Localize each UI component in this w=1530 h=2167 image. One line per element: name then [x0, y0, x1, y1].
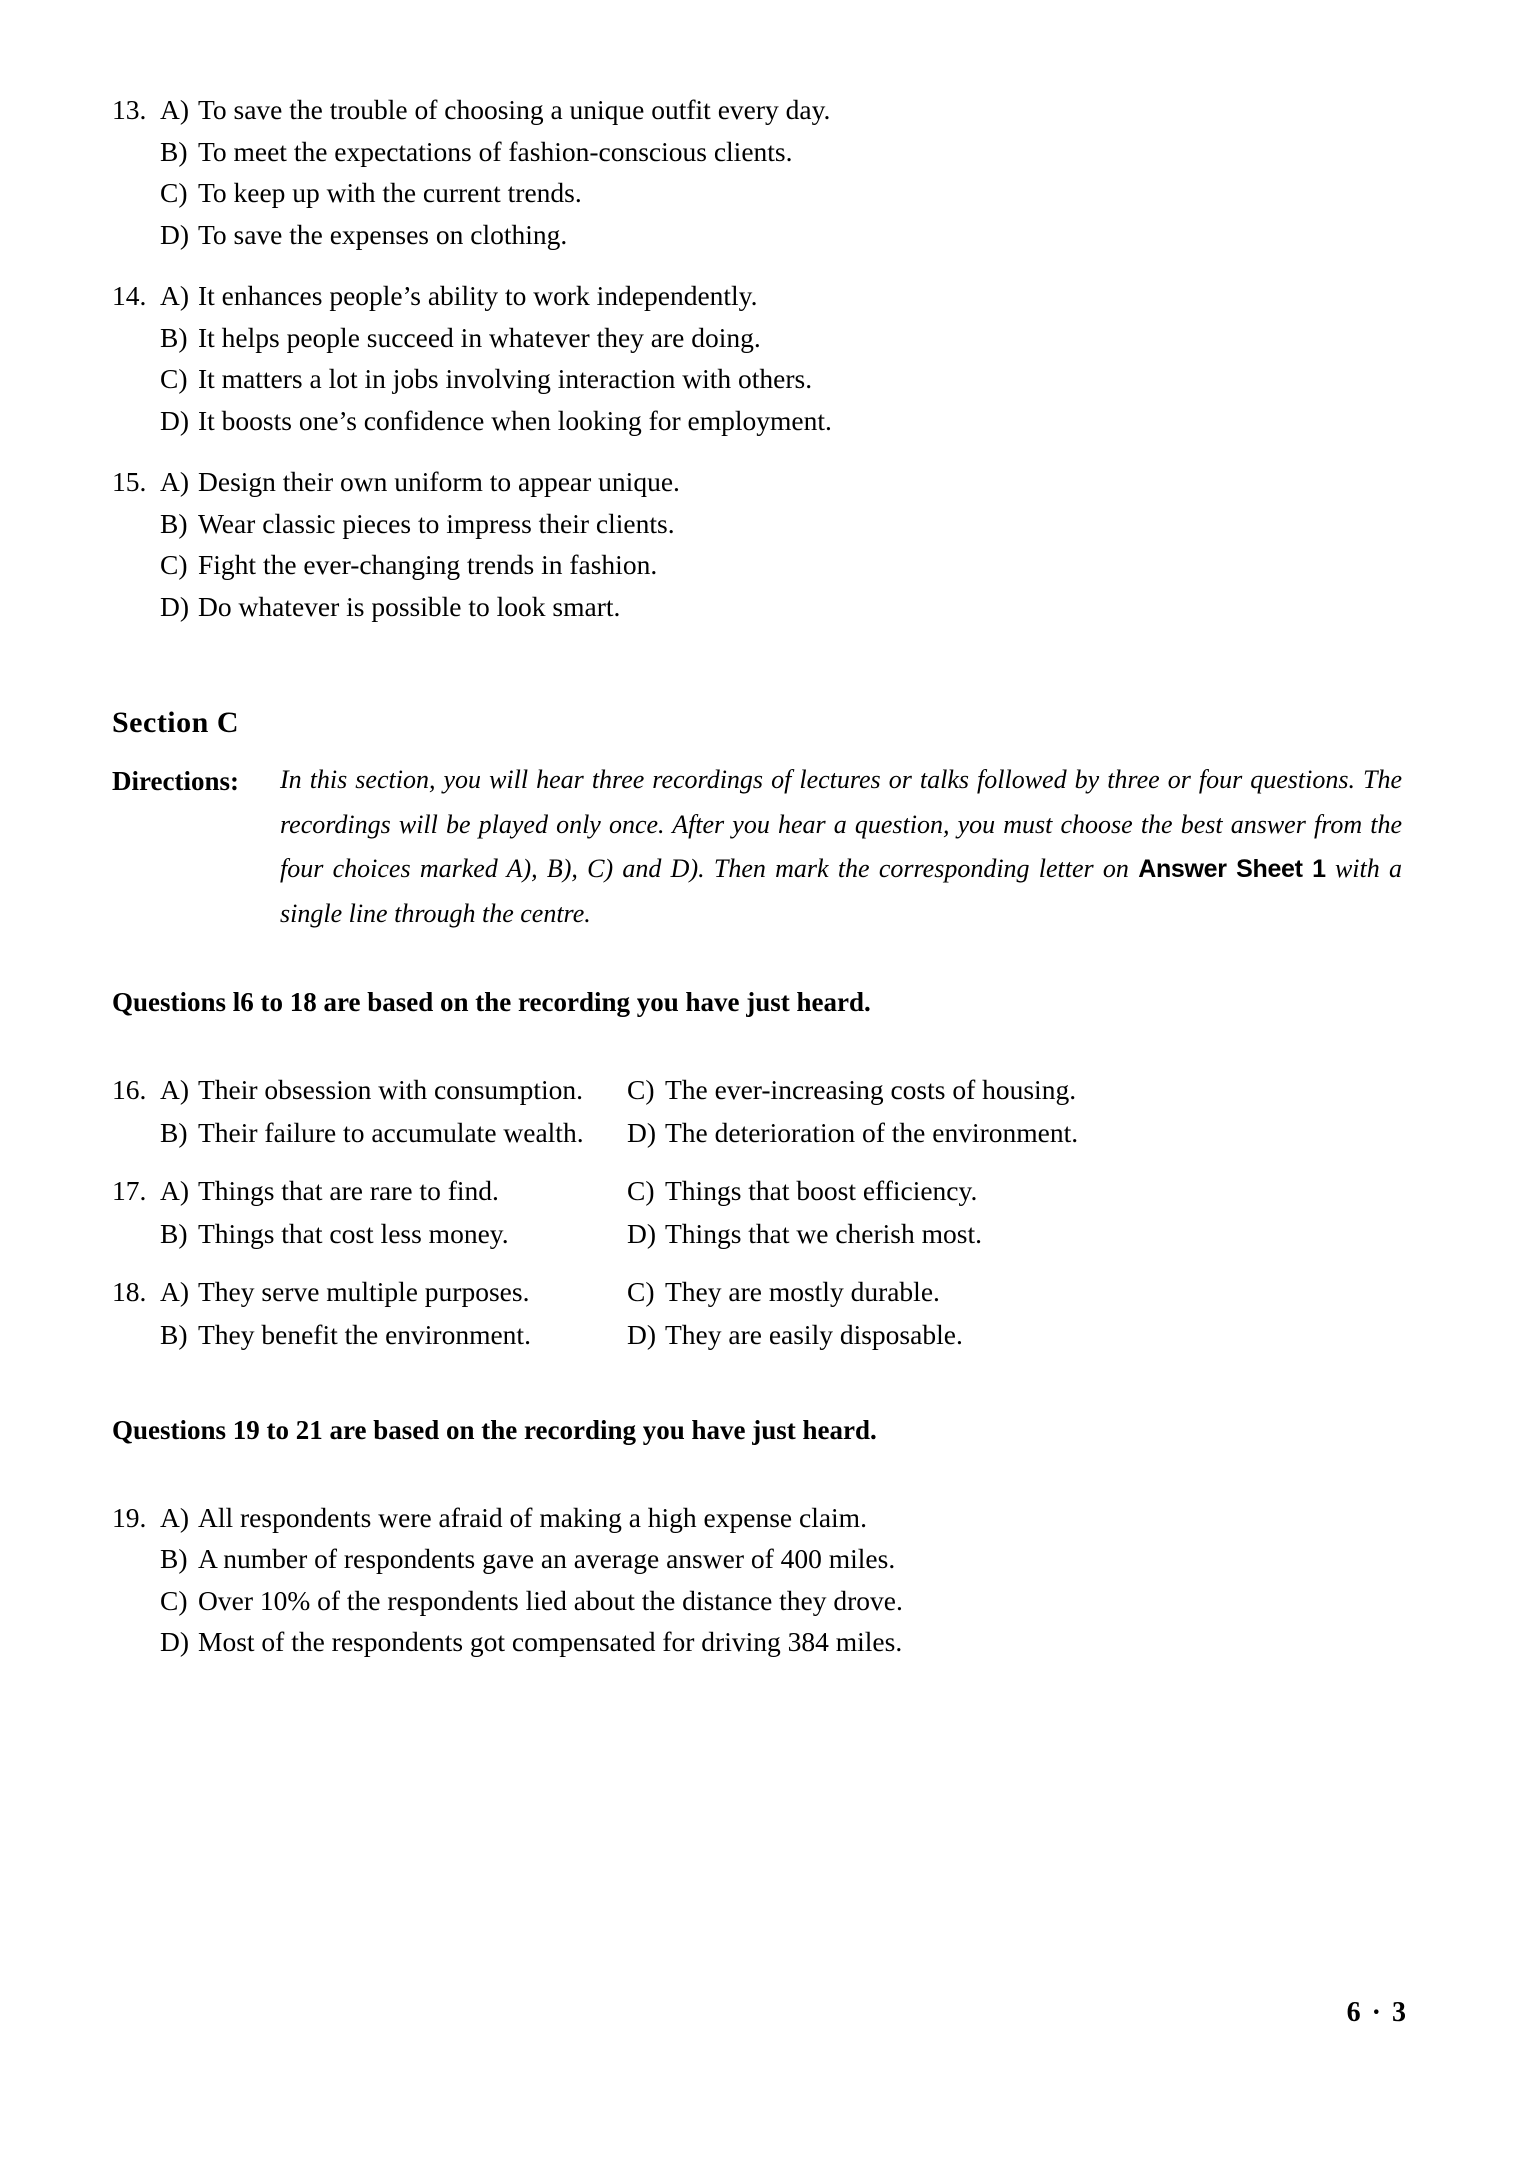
choice-letter: C): [160, 363, 188, 394]
choice-letter: B): [160, 1218, 188, 1250]
choice-right: [627, 1174, 1402, 1206]
choice-text: They are easily disposable.: [665, 1319, 963, 1351]
choice-letter: C): [627, 1275, 655, 1307]
choice-letter: A): [160, 1275, 190, 1307]
choice-letter: D): [160, 218, 190, 250]
choice-left: [112, 1119, 627, 1147]
choice-left: [112, 1275, 627, 1307]
spacer: [112, 654, 1402, 706]
choice-row: [112, 365, 1402, 393]
question-block-19: [112, 1501, 1402, 1658]
choice-row: [112, 551, 1402, 579]
choice-text: Things that we cherish most.: [665, 1218, 982, 1250]
choice-right: [627, 1119, 1402, 1147]
choice-text: To meet the expectations of fashion-conscious clients.: [198, 135, 793, 167]
choice-letter: C): [627, 1073, 655, 1105]
directions-text-part2: with a single line through the centre.: [280, 854, 1402, 929]
choice-row: [112, 1545, 1402, 1573]
choice-letter: A): [160, 1501, 190, 1533]
choice-letter: B): [160, 1543, 188, 1575]
choice-row: [112, 468, 1402, 496]
question-number: 13.: [112, 94, 147, 125]
questions-16-18-heading: Questions l6 to 18 are based on the recording you have just heard.: [112, 986, 871, 1017]
choice-text: Their obsession with consumption.: [198, 1073, 583, 1105]
spacer: [112, 937, 1402, 987]
spacer: [112, 1468, 1402, 1504]
choice-text: Things that boost efficiency.: [665, 1174, 978, 1206]
choice-row: [112, 507, 1402, 539]
choice-right: [627, 1275, 1402, 1307]
choice-letter: D): [627, 1319, 657, 1351]
choice-right: [627, 1321, 1402, 1349]
choice-letter: A): [160, 1174, 190, 1206]
choice-letter: D): [627, 1117, 657, 1149]
choice-text: Wear classic pieces to impress their clients.: [198, 507, 675, 539]
choice-left: [112, 1321, 627, 1349]
choice-text: It enhances people’s ability to work independently.: [198, 280, 758, 311]
choice-letter: D): [160, 404, 190, 436]
choice-text: They are mostly durable.: [665, 1275, 940, 1307]
choice-text: To keep up with the current trends.: [198, 177, 582, 208]
choice-letter: C): [627, 1174, 655, 1206]
choice-letter: C): [160, 177, 188, 208]
choice-text: It matters a lot in jobs involving interaction with others.: [198, 363, 813, 394]
choice-text: All respondents were afraid of making a high expense claim.: [198, 1501, 867, 1533]
choice-row: [112, 96, 1402, 124]
question-number: 18.: [112, 1275, 147, 1307]
choice-letter: C): [160, 549, 188, 580]
choice-row: [112, 1584, 1402, 1616]
choice-text: Most of the respondents got compensated for driving 384 miles.: [198, 1626, 903, 1658]
choice-text: Their failure to accumulate wealth.: [198, 1117, 584, 1149]
choice-text: Things that cost less money.: [198, 1218, 509, 1250]
directions-text-part1: In this section, you will hear three recordings of lectures or talks followed by three or four questions. The recordings will be played only once. After you hear a question, you must choose the best answer from the four choices marked A), B), C) and D). Then mark the corresponding letter on: [280, 765, 1402, 884]
directions-text: [112, 758, 1402, 937]
choice-text: Fight the ever-changing trends in fashion.: [198, 549, 658, 580]
choice-row: [112, 135, 1402, 167]
choice-text: The deterioration of the environment.: [665, 1117, 1079, 1149]
choice-row: [112, 1073, 1402, 1105]
choice-text: They serve multiple purposes.: [198, 1275, 530, 1307]
choice-row: [112, 1321, 1402, 1349]
choice-letter: D): [160, 590, 190, 622]
spacer: [112, 1379, 1402, 1415]
directions-label: Directions:: [112, 766, 239, 796]
section-title: Section C: [112, 706, 239, 739]
choice-text: To save the expenses on clothing.: [198, 218, 568, 250]
choice-row: [112, 1501, 1402, 1533]
choice-letter: D): [627, 1218, 657, 1250]
directions-block: [112, 758, 1402, 937]
choice-letter: A): [160, 466, 190, 497]
question-block-16: [112, 1073, 1402, 1149]
choice-row: [112, 590, 1402, 622]
choice-letter: A): [160, 280, 190, 311]
choice-text: Over 10% of the respondents lied about the distance they drove.: [198, 1584, 903, 1616]
choice-letter: B): [160, 1319, 188, 1351]
question-number: 15.: [112, 466, 147, 497]
choice-row: [112, 179, 1402, 207]
choice-letter: B): [160, 321, 188, 353]
question-number: 14.: [112, 280, 147, 311]
question-number: 19.: [112, 1501, 147, 1533]
question-number: 16.: [112, 1073, 147, 1105]
choice-right: [627, 1220, 1402, 1248]
question-block-18: [112, 1275, 1402, 1351]
choice-row: [112, 218, 1402, 250]
choice-row: [112, 1174, 1402, 1206]
choice-left: [112, 1220, 627, 1248]
choice-left: [112, 1073, 627, 1105]
choice-letter: B): [160, 135, 188, 167]
choice-row: [112, 282, 1402, 310]
choice-row: [112, 1119, 1402, 1147]
question-block-13: [112, 96, 1402, 248]
choice-text: Things that are rare to find.: [198, 1174, 499, 1206]
choice-letter: A): [160, 1073, 190, 1105]
spacer: [112, 1040, 1402, 1076]
choice-row: [112, 1275, 1402, 1307]
choice-row: [112, 1220, 1402, 1248]
choice-left: [112, 1174, 627, 1206]
choice-text: It boosts one’s confidence when looking for employment.: [198, 404, 832, 436]
choice-text: It helps people succeed in whatever they are doing.: [198, 321, 761, 353]
choice-text: To save the trouble of choosing a unique outfit every day.: [198, 94, 831, 125]
choice-row: [112, 404, 1402, 436]
choice-text: They benefit the environment.: [198, 1319, 531, 1351]
answer-sheet-emphasis: Answer Sheet 1: [1138, 855, 1326, 884]
choice-text: A number of respondents gave an average answer of 400 miles.: [198, 1543, 896, 1575]
page-number: 6 · 3: [1346, 1997, 1408, 2028]
choice-text: The ever-increasing costs of housing.: [665, 1073, 1077, 1105]
choice-letter: A): [160, 94, 190, 125]
choice-right: [627, 1073, 1402, 1105]
questions-19-21-heading: Questions 19 to 21 are based on the recording you have just heard.: [112, 1414, 877, 1445]
choice-letter: D): [160, 1626, 190, 1658]
question-block-15: [112, 468, 1402, 620]
choice-row: [112, 1628, 1402, 1656]
question-block-17: [112, 1174, 1402, 1250]
choice-text: Design their own uniform to appear unique.: [198, 466, 680, 497]
choice-letter: B): [160, 507, 188, 539]
page-content: [112, 96, 1402, 1690]
question-block-14: [112, 282, 1402, 434]
choice-row: [112, 321, 1402, 353]
choice-text: Do whatever is possible to look smart.: [198, 590, 621, 622]
question-number: 17.: [112, 1174, 147, 1206]
choice-letter: B): [160, 1117, 188, 1149]
choice-letter: C): [160, 1584, 188, 1616]
